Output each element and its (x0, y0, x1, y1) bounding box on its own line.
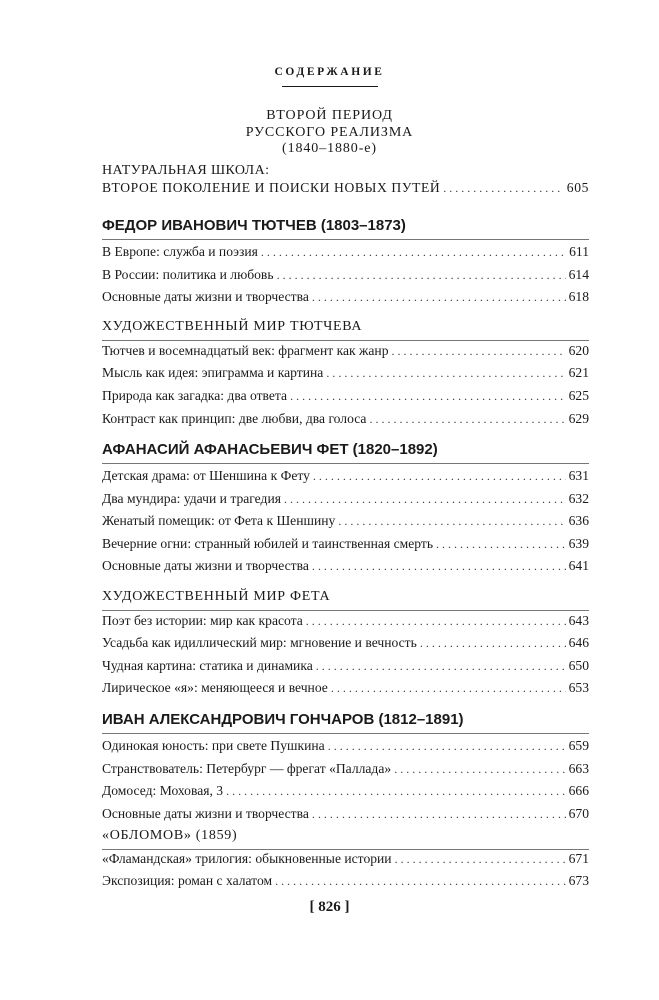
toc-entry-title: Контраст как принцип: две любви, два голоса (102, 411, 367, 426)
period-title (0, 108, 659, 158)
toc-entry[interactable] (102, 364, 589, 382)
subsection-rule (102, 340, 589, 341)
dot-leader (331, 679, 566, 697)
toc-entry-page: 643 (568, 613, 589, 628)
toc-entry-page: 625 (568, 388, 589, 403)
toc-entry[interactable] (102, 657, 589, 675)
toc-entry[interactable] (102, 179, 589, 197)
header-underline (282, 86, 378, 87)
natural-school-line-1: НАТУРАЛЬНАЯ ШКОЛА: (102, 163, 270, 178)
toc-entry-page: 663 (568, 761, 589, 776)
section-rule (102, 733, 589, 734)
period-line-2: РУССКОГО РЕАЛИЗМА (245, 124, 414, 140)
subsection-heading: «ОБЛОМОВ» (1859) (102, 828, 238, 843)
toc-entry-page: 639 (568, 536, 589, 551)
section-rule (102, 239, 589, 240)
toc-entry[interactable] (102, 243, 589, 261)
toc-entry[interactable] (102, 266, 589, 284)
toc-entry[interactable] (102, 512, 589, 530)
toc-entry[interactable] (102, 490, 589, 508)
toc-entry-page: 620 (568, 343, 589, 358)
toc-entry[interactable] (102, 872, 589, 890)
toc-entry-title: Лирическое «я»: меняющееся и вечное (102, 680, 328, 695)
dot-leader (312, 288, 566, 306)
dot-leader (313, 467, 566, 485)
toc-entry-title: Основные даты жизни и творчества (102, 558, 309, 573)
dot-leader (306, 612, 566, 630)
toc-entry[interactable] (102, 288, 589, 306)
toc-entry[interactable] (102, 679, 589, 697)
period-line-3: (1840–1880-е) (282, 141, 377, 156)
toc-entry[interactable] (102, 850, 589, 868)
toc-entry-page: 670 (568, 806, 589, 821)
toc-entry-title: В Европе: служба и поэзия (102, 244, 258, 259)
page-header-title: СОДЕРЖАНИЕ (274, 66, 385, 78)
period-line-1: ВТОРОЙ ПЕРИОД (266, 108, 393, 123)
toc-entry-title: Поэт без истории: мир как красота (102, 613, 303, 628)
toc-entry-title: Основные даты жизни и творчества (102, 289, 309, 304)
subsection-heading: ХУДОЖЕСТВЕННЫЙ МИР ТЮТЧЕВА (102, 319, 363, 334)
toc-entry-title: В России: политика и любовь (102, 267, 274, 282)
toc-entry[interactable] (102, 557, 589, 575)
toc-entry[interactable] (102, 410, 589, 428)
section-heading: АФАНАСИЙ АФАНАСЬЕВИЧ ФЕТ (1820–1892) (102, 441, 438, 458)
toc-entry-page: 631 (568, 468, 589, 483)
subsection-rule (102, 610, 589, 611)
toc-entry-page: 621 (568, 365, 589, 380)
toc-entry-page: 673 (568, 873, 589, 888)
dot-leader (369, 410, 565, 428)
toc-entry-page: 666 (568, 783, 589, 798)
toc-entry-title: Экспозиция: роман с халатом (102, 873, 273, 888)
dot-leader (326, 364, 565, 382)
dot-leader (443, 179, 564, 197)
toc-entry-title: «Фламандская» трилогия: обыкновенные истории (102, 851, 392, 866)
toc-entry-title: Тютчев и восемнадцатый век: фрагмент как жанр (102, 343, 389, 358)
toc-entry[interactable] (102, 782, 589, 800)
toc-entry-page: 614 (568, 267, 589, 282)
toc-entry-title: Женатый помещик: от Фета к Шеншину (102, 513, 336, 528)
toc-entry-title: Усадьба как идиллический мир: мгновение и вечность (102, 635, 417, 650)
toc-entry-title: Домосед: Моховая, 3 (102, 783, 224, 798)
page-number: [ 826 ] (309, 899, 350, 915)
dot-leader (395, 850, 566, 868)
toc-entry[interactable] (102, 342, 589, 360)
toc-entry-page: 650 (568, 658, 589, 673)
dot-leader (284, 490, 566, 508)
section-heading: ФЕДОР ИВАНОВИЧ ТЮТЧЕВ (1803–1873) (102, 217, 406, 234)
dot-leader (277, 266, 566, 284)
toc-entry-title: Основные даты жизни и творчества (102, 806, 309, 821)
toc-entry-title: Одинокая юность: при свете Пушкина (102, 738, 325, 753)
toc-entry-page: 646 (568, 635, 589, 650)
toc-entry-title: Мысль как идея: эпиграмма и картина (102, 365, 324, 380)
dot-leader (290, 387, 566, 405)
toc-entry-page: 605 (566, 180, 589, 195)
toc-entry[interactable] (102, 535, 589, 553)
toc-entry-page: 618 (568, 289, 589, 304)
dot-leader (394, 760, 565, 778)
toc-entry-page: 641 (568, 558, 589, 573)
dot-leader (261, 243, 566, 261)
dot-leader (226, 782, 566, 800)
subsection-heading: ХУДОЖЕСТВЕННЫЙ МИР ФЕТА (102, 589, 331, 604)
toc-entry[interactable] (102, 805, 589, 823)
dot-leader (392, 342, 566, 360)
toc-entry-page: 632 (568, 491, 589, 506)
toc-entry-page: 659 (568, 738, 589, 753)
toc-entry-title: Странствователь: Петербург — фрегат «Паллада» (102, 761, 392, 776)
toc-entry-title: Природа как загадка: два ответа (102, 388, 288, 403)
toc-entry[interactable] (102, 387, 589, 405)
toc-entry-title: Два мундира: удачи и трагедия (102, 491, 281, 506)
toc-entry-title: Чудная картина: статика и динамика (102, 658, 313, 673)
toc-entry[interactable] (102, 467, 589, 485)
dot-leader (312, 557, 566, 575)
dot-leader (338, 512, 565, 530)
toc-entry[interactable] (102, 612, 589, 630)
dot-leader (275, 872, 566, 890)
toc-entry-page: 611 (569, 244, 589, 259)
dot-leader (316, 657, 566, 675)
toc-entry-title: Детская драма: от Шеншина к Фету (102, 468, 310, 483)
toc-entry-title: Вечерние огни: странный юбилей и таинственная смерть (102, 536, 434, 551)
dot-leader (328, 737, 566, 755)
toc-entry-page: 671 (568, 851, 589, 866)
section-rule (102, 463, 589, 464)
toc-entry-page: 636 (568, 513, 589, 528)
toc-entry-title: ВТОРОЕ ПОКОЛЕНИЕ И ПОИСКИ НОВЫХ ПУТЕЙ (102, 180, 441, 195)
dot-leader (312, 805, 566, 823)
toc-entry-page: 653 (568, 680, 589, 695)
section-heading: ИВАН АЛЕКСАНДРОВИЧ ГОНЧАРОВ (1812–1891) (102, 711, 464, 728)
toc-entry[interactable] (102, 737, 589, 755)
dot-leader (436, 535, 566, 553)
toc-entry[interactable] (102, 634, 589, 652)
toc-entry-page: 629 (568, 411, 589, 426)
dot-leader (420, 634, 566, 652)
toc-entry[interactable] (102, 760, 589, 778)
